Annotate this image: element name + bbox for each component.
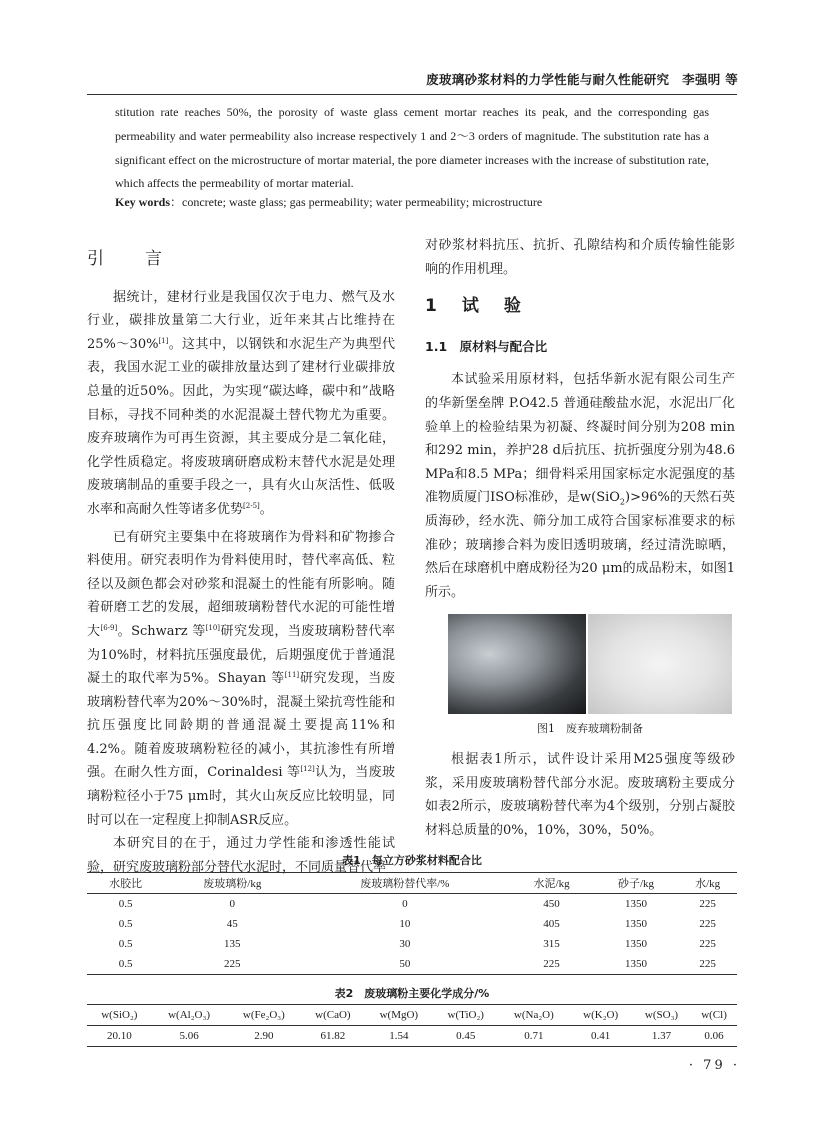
table-cell: 1350 — [625, 958, 648, 970]
intro-paragraph-2: 已有研究主要集中在将玻璃作为骨料和矿物掺合料使用。研究表明作为骨料使用时，替代率高低、粒径以及颜色都会对砂浆和混凝土的性能有所影响。随着研磨工艺的发展，超细玻璃粉替代水泥的可能性增大[6-9]。Schwarz 等[10]研究发现，当废玻璃粉替代率为10%时，材料抗压强度最优，后期强度优于普通混凝土的取代率为5%。Shayan 等[11]研究发现，当废玻璃粉替代率为20%～30%时，混凝土梁抗弯性能和抗压强度比同龄期的普通混凝土要提高11%和4.2%。随着废玻璃粉粒径的减小，其抗渗性有所增强。在耐久性方面，Corinaldesi 等[12]认为，当废玻璃粉粒径小于75 μm时，其火山灰反应比较明显，同时可以在一定程度上抑制ASR反应。 — [87, 529, 395, 828]
table-cell: 225 — [699, 938, 716, 950]
table-header: w(Na₂O) — [498, 1005, 569, 1026]
waste-glass-shards-image — [448, 614, 586, 714]
table-2 — [87, 1004, 737, 1047]
citation: [2-5] — [243, 501, 260, 510]
table-header: w(CaO) — [301, 1005, 364, 1026]
table-header: 水泥/kg — [509, 873, 593, 894]
table-cell: 0.06 — [704, 1030, 724, 1042]
table-row — [87, 914, 737, 934]
table-cell: 50 — [399, 958, 411, 970]
table-cell: 0.5 — [118, 938, 133, 950]
citation: [11] — [284, 671, 300, 680]
table-cell: 0.41 — [591, 1030, 611, 1042]
table-header: w(MgO) — [364, 1005, 433, 1026]
header-rule — [87, 94, 737, 95]
table-cell: 450 — [543, 898, 560, 910]
table-cell: 135 — [224, 938, 241, 950]
keywords-label: Key words — [115, 195, 170, 209]
section-1-heading: 1 试 验 — [425, 296, 525, 317]
table-row — [87, 934, 737, 954]
intro-paragraph-3-continued: 对砂浆材料抗压、抗折、孔隙结构和介质传输性能影响的作用机理。 — [425, 238, 735, 277]
table-cell: 0.5 — [118, 918, 133, 930]
table-cell: 0.71 — [524, 1030, 544, 1042]
table-cell: 1350 — [625, 918, 648, 930]
intro-paragraph-3: 本研究目的在于，通过力学性能和渗透性能试验，研究废玻璃粉部分替代水泥时，不同质量替代率 — [87, 836, 395, 875]
citation: [6-9] — [100, 623, 118, 632]
table-cell: 225 — [699, 898, 716, 910]
intro-heading: 引 言 — [87, 249, 174, 269]
table-header: 砂子/kg — [594, 873, 678, 894]
table-cell: 45 — [226, 918, 238, 930]
section-1-1-heading: 1.1 原材料与配合比 — [425, 338, 548, 354]
intro-column — [87, 248, 395, 879]
table-cell: 0.5 — [118, 898, 133, 910]
table-header: w(Al₂O₃) — [152, 1005, 227, 1026]
table-cell: 20.10 — [106, 1030, 132, 1042]
table-2-caption: 表2 废玻璃粉主要化学成分/% — [334, 987, 490, 1000]
table-header: w(Fe₂O₃) — [226, 1005, 301, 1026]
section-1-paragraph-1: 本试验采用原材料，包括华新水泥有限公司生产的华新堡垒牌 P.O42.5 普通硅酸盐水泥，水泥出厂化验单上的检验结果为初凝、终凝时间分别为208 min和292 min，养护28 d后抗压、抗折强度分别为48.6 MPa和8.5 MPa；细骨料采用国家标定水泥强度的基准物质厦门ISO标准砂，是w(SiO$_2$)>96%的天然石英质海砂，经水洗、筛分加工成符合国家标准要求的标准砂；玻璃掺合料为废旧透明玻璃，经过清洗晾晒，然后在球磨机中磨成粉径为20 μm的成品粉末，如图1所示。 — [425, 372, 736, 600]
table-cell: 5.06 — [179, 1030, 199, 1042]
table-header: w(TiO₂) — [433, 1005, 498, 1026]
table-cell: 225 — [699, 918, 716, 930]
citation: [12] — [300, 765, 315, 774]
citation: [10] — [205, 623, 221, 632]
table-header: 水胶比 — [87, 873, 164, 894]
table-cell: 1.54 — [389, 1030, 409, 1042]
table-cell: 0 — [229, 898, 236, 910]
keywords-text: ：concrete; waste glass; gas permeability; water permeability; microstructure — [170, 195, 543, 209]
table-cell: 1350 — [625, 898, 648, 910]
page-number: · 79 · — [688, 1058, 740, 1073]
table-cell: 0.45 — [456, 1030, 476, 1042]
glass-powder-image — [588, 614, 732, 714]
figure-1-caption: 图1 废弃玻璃粉制备 — [537, 722, 643, 735]
table-1-caption: 表1 每立方砂浆材料配合比 — [342, 854, 482, 867]
section-1-paragraph-2: 根据表1所示，试件设计采用M25强度等级砂浆，采用废玻璃粉替代部分水泥。废玻璃粉主要成分如表2所示，废玻璃粉替代率为4个级别，分别占凝胶材料总质量的0%，10%，30%，50%。 — [425, 752, 735, 838]
table-cell: 30 — [399, 938, 411, 950]
table-cell: 61.82 — [320, 1030, 346, 1042]
intro-paragraph-1: 据统计，建材行业是我国仅次于电力、燃气及水行业，碳排放量第二大行业，近年来其占比维持在25%～30%[1]。这其中，以钢铁和水泥生产为典型代表，我国水泥工业的碳排放量达到了建材行业碳排放总量的近50%。因此，为实现“碳达峰，碳中和”战略目标，寻找不同种类的水泥混凝土替代物尤为重要。废弃玻璃作为可再生资源，其主要成分是二氧化硅，化学性质稳定。将废玻璃研磨成粉末替代水泥是处理废玻璃制品的重要手段之一，具有火山灰活性、低吸水率和高耐久性等诸多优势[2-5]。 — [87, 289, 395, 517]
table-header: 水/kg — [678, 873, 737, 894]
table-cell: 0.5 — [118, 958, 133, 970]
table-cell: 1.37 — [651, 1030, 672, 1042]
table-row — [87, 1026, 737, 1047]
keywords — [115, 193, 709, 210]
figure-1-glass-powder — [448, 614, 732, 714]
table-header: w(Cl) — [691, 1005, 737, 1026]
table-cell: 225 — [543, 958, 560, 970]
table-header: w(SO₃) — [632, 1005, 691, 1026]
table-cell: 10 — [399, 918, 411, 930]
table-cell: 1350 — [625, 938, 648, 950]
running-title: 废玻璃砂浆材料的力学性能与耐久性能研究 李强明 等 — [426, 72, 738, 87]
table-header: w(K₂O) — [569, 1005, 631, 1026]
table-cell: 405 — [543, 918, 560, 930]
table-header: 废玻璃粉/kg — [164, 873, 300, 894]
table-cell: 315 — [543, 938, 560, 950]
abstract-tail: stitution rate reaches 50%, the porosity of waste glass cement mortar reaches its peak, and the corresponding gas permeability and water permeability also increase respectively 1 and 2～3 orders of magnitude. The substitution rate has a significant effect on the microstructure of mortar material, the pore diameter increases with the increase of substitution rate, which affects the permeability of mortar material. — [115, 105, 709, 191]
citation: [1] — [158, 336, 169, 345]
table-cell: 0 — [402, 898, 408, 910]
right-column — [425, 234, 735, 604]
table-1 — [87, 872, 737, 975]
table-cell: 2.90 — [254, 1030, 274, 1042]
table-row — [87, 894, 737, 915]
table-header: 废玻璃粉替代率/% — [300, 873, 509, 894]
table-cell: 225 — [699, 958, 716, 970]
table-row — [87, 954, 737, 975]
table-cell: 225 — [224, 958, 241, 970]
table-header: w(SiO₂) — [87, 1005, 152, 1026]
